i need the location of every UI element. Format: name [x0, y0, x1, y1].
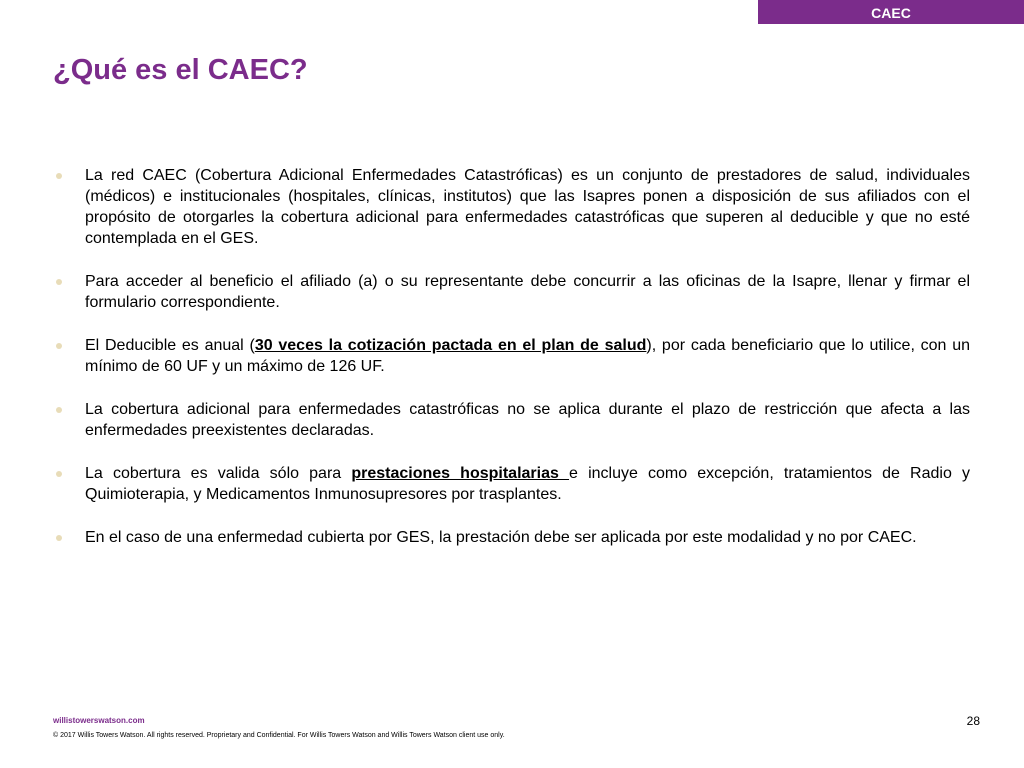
bullet-text: La red CAEC (Cobertura Adicional Enfermedades Catastróficas) es un conjunto de prestadores de salud, individuales (médicos) e institucionales (hospitales, clínicas, institutos) que las Isapres ponen a disposición de sus afiliados con el propósito de otorgarles la cobertura adicional para enfermedades catastróficas que superen al deducible y que no esté contemplada en el GES. [85, 167, 970, 247]
list-item [56, 165, 970, 249]
list-item [56, 335, 970, 377]
bullet-dot-icon [56, 343, 62, 349]
list-item [56, 399, 970, 441]
bullet-dot-icon [56, 407, 62, 413]
bullet-list [56, 165, 970, 570]
bullet-text: La cobertura adicional para enfermedades catastróficas no se aplica durante el plazo de restricción que afecta a las enfermedades preexistentes declaradas. [85, 401, 970, 439]
list-item [56, 527, 970, 548]
bullet-text: En el caso de una enfermedad cubierta por GES, la prestación debe ser aplicada por este modalidad y no por CAEC. [85, 529, 917, 546]
bullet-text: El Deducible es anual ( [85, 337, 255, 354]
bullet-dot-icon [56, 471, 62, 477]
section-tag: CAEC [758, 0, 1024, 24]
bullet-text: Para acceder al beneficio el afiliado (a) o su representante debe concurrir a las oficinas de la Isapre, llenar y firmar el formulario correspondiente. [85, 273, 970, 311]
bullet-text: ), por cada beneficiario que lo utilice, con un mínimo de 60 UF y un máximo de 126 UF. [85, 337, 971, 375]
list-item [56, 271, 970, 313]
bullet-dot-icon [56, 173, 62, 179]
footer-website: willistowerswatson.com [53, 716, 145, 725]
bullet-dot-icon [56, 279, 62, 285]
page-number: 28 [966, 714, 980, 728]
bullet-text: e incluye como excepción, tratamientos de Radio y Quimioterapia, y Medicamentos Inmunosupresores por trasplantes. [85, 465, 970, 503]
page-title: ¿Qué es el CAEC? [53, 54, 308, 86]
emphasized-text: 30 veces la cotización pactada en el plan de salud [254, 337, 647, 354]
bullet-text: La cobertura es valida sólo para [85, 465, 352, 482]
list-item [56, 463, 970, 505]
copyright-notice: © 2017 Willis Towers Watson. All rights reserved. Proprietary and Confidential. For Willis Towers Watson and Willis Towers Watson client use only. [53, 732, 505, 739]
bullet-dot-icon [56, 535, 62, 541]
emphasized-text: prestaciones hospitalarias [351, 465, 570, 482]
